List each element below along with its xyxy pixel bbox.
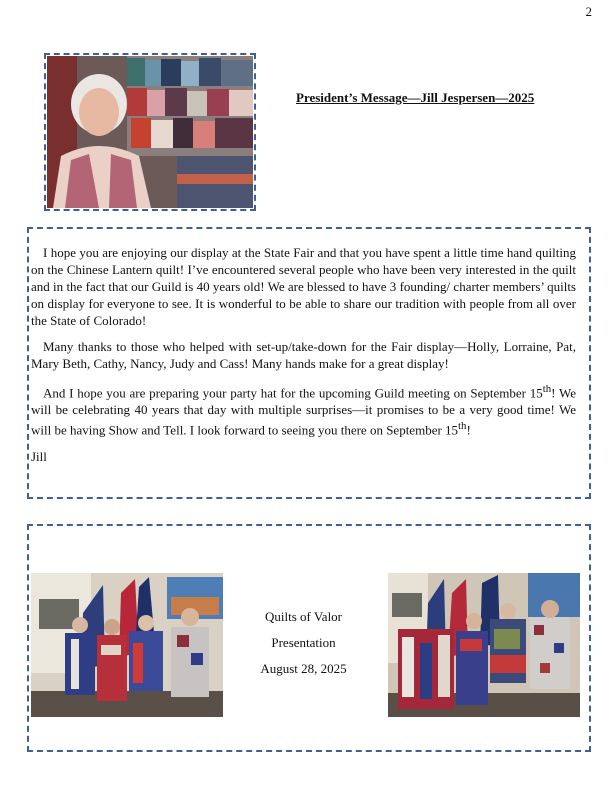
letter-paragraph: Many thanks to those who helped with set-up/take-down for the Fair display—Holly, Lorraine, Pat, Mary Beth, Cathy, Nancy, Judy and Cass! Many hands make for a great display! bbox=[31, 339, 576, 371]
ordinal-suffix: th bbox=[542, 383, 552, 395]
qov-group-photo-right bbox=[388, 573, 580, 717]
page-title: President’s Message—Jill Jespersen—2025 bbox=[296, 90, 535, 105]
ordinal-suffix: th bbox=[458, 420, 467, 433]
letter-text: And I hope you are preparing your party hat for the upcoming Guild meeting on September 15 bbox=[43, 385, 543, 401]
letter-text: ! We will be celebrating 40 years that day with multiple surprises—it promises to be a very good time! We will be having Show and Tell. I look forward to seeing you there on September 15 bbox=[31, 385, 577, 438]
signature: Jill bbox=[31, 448, 47, 464]
qov-caption bbox=[236, 604, 371, 682]
letter-paragraph bbox=[31, 381, 576, 439]
letter-body bbox=[31, 244, 576, 474]
qov-date: August 28, 2025 bbox=[260, 661, 347, 676]
letter-paragraph: I hope you are enjoying our display at the State Fair and that you have spent a little time hand quilting on the Chinese Lantern quilt! I’ve encountered several people who have been very interested in the quilt and in the fact that our Guild is 40 years old! We are blessed to have 3 founding/ charter members’ quilts on display for everyone to see. It is wonderful to be able to share our tradition with people from all over the State of Colorado! bbox=[31, 245, 576, 328]
page-number: 2 bbox=[585, 4, 592, 19]
qov-title: Quilts of Valor bbox=[264, 609, 343, 624]
qov-group-photo-left bbox=[31, 573, 223, 717]
president-portrait-photo bbox=[47, 56, 253, 208]
qov-subtitle: Presentation bbox=[271, 635, 336, 650]
letter-text: ! bbox=[466, 422, 471, 438]
